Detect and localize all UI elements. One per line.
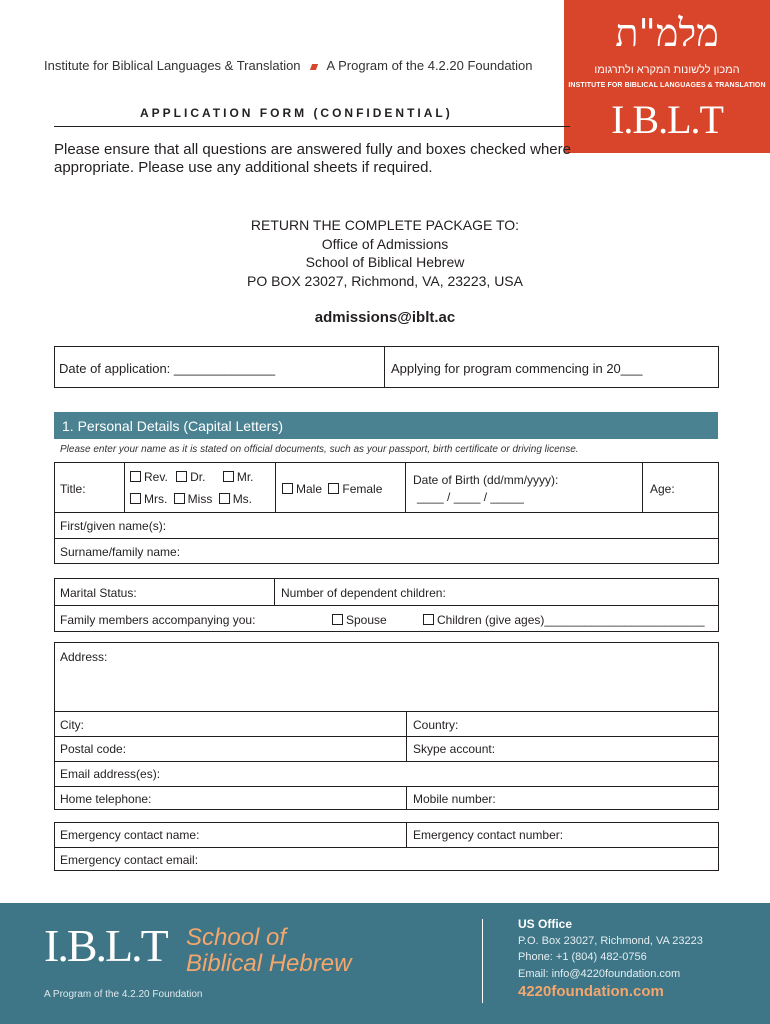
footer-divider <box>482 919 483 1003</box>
divider <box>275 462 276 513</box>
checkbox-icon <box>130 493 141 504</box>
return-line: PO BOX 23027, Richmond, VA, 23223, USA <box>246 272 523 289</box>
dob-label: Date of Birth (dd/mm/yyyy): <box>413 473 559 487</box>
divider <box>405 462 406 513</box>
return-line: RETURN THE COMPLETE PACKAGE TO: <box>250 217 520 233</box>
mobile-number-field[interactable]: Mobile number: <box>413 792 496 806</box>
title-dr-checkbox[interactable] <box>176 470 205 484</box>
divider <box>384 346 385 388</box>
divider <box>54 786 719 787</box>
section-personal-details: 1. Personal Details (Capital Letters) <box>54 412 718 439</box>
divider <box>406 711 407 761</box>
title-dr-label: Dr. <box>190 470 206 484</box>
divider <box>406 822 407 847</box>
title-label: Title: <box>60 482 86 496</box>
postal-code-field[interactable]: Postal code: <box>60 742 127 756</box>
school-line-2: Biblical Hebrew <box>186 950 352 977</box>
title-rev-checkbox[interactable] <box>130 470 168 484</box>
city-field[interactable]: City: <box>60 718 84 732</box>
footer-logo-mark: I.B.L.T <box>44 920 167 971</box>
spouse-label: Spouse <box>346 613 387 627</box>
spouse-checkbox[interactable] <box>332 613 387 627</box>
emergency-name-field[interactable]: Emergency contact name: <box>60 828 200 842</box>
title-mr-checkbox[interactable] <box>223 470 254 484</box>
title-rev-label: Rev. <box>144 470 168 484</box>
divider <box>406 786 407 810</box>
emergency-email-field[interactable]: Emergency contact email: <box>60 853 199 867</box>
checkbox-icon <box>332 614 343 625</box>
program-year-field[interactable]: Applying for program commencing in 20___ <box>391 361 643 376</box>
logo-mark: I.B.L.T <box>611 97 723 142</box>
footer-program: A Program of the 4.2.20 Foundation <box>44 989 203 1000</box>
title-mrs-label: Mrs. <box>144 492 168 506</box>
emergency-number-field[interactable]: Emergency contact number: <box>413 828 564 842</box>
marital-status-field[interactable]: Marital Status: <box>60 586 137 600</box>
footer-address: P.O. Box 23027, Richmond, VA 23223 <box>518 935 703 947</box>
divider <box>54 711 719 712</box>
divider <box>54 605 719 606</box>
address-field[interactable]: Address: <box>60 650 108 664</box>
home-telephone-field[interactable]: Home telephone: <box>60 792 152 806</box>
form-title: APPLICATION FORM (CONFIDENTIAL) <box>140 106 453 120</box>
title-ms-checkbox[interactable] <box>219 492 252 506</box>
title-divider <box>54 126 570 127</box>
institute-name: Institute for Biblical Languages & Translation <box>44 58 301 73</box>
logo-english-subtitle: INSTITUTE FOR BIBLICAL LANGUAGES & TRANSLATION <box>568 82 766 89</box>
gender-male-label: Male <box>296 482 323 496</box>
divider <box>54 847 719 848</box>
title-options-row2 <box>130 492 252 506</box>
dependents-field[interactable]: Number of dependent children: <box>281 586 446 600</box>
children-checkbox[interactable] <box>423 613 705 627</box>
country-field[interactable]: Country: <box>413 718 459 732</box>
footer-school-name <box>186 925 351 977</box>
return-line: School of Biblical Hebrew <box>305 254 465 270</box>
divider <box>124 462 125 513</box>
checkbox-icon <box>219 493 230 504</box>
iblt-logo <box>564 0 770 153</box>
divider <box>54 736 719 737</box>
school-line-1: School of <box>186 924 287 951</box>
checkbox-icon <box>174 493 185 504</box>
skype-field[interactable]: Skype account: <box>413 742 496 756</box>
checkbox-icon <box>223 471 234 482</box>
dob-field[interactable]: ____ / ____ / _____ <box>417 490 524 504</box>
divider <box>54 538 719 539</box>
admissions-email[interactable]: admissions@iblt.ac <box>314 309 456 326</box>
divider <box>642 462 643 513</box>
footer-phone: Phone: +1 (804) 482-0756 <box>518 951 647 963</box>
children-label: Children (give ages)________________________ <box>437 613 705 627</box>
address-block <box>54 642 719 810</box>
title-options-row1 <box>130 470 254 484</box>
return-line: Office of Admissions <box>321 235 449 252</box>
intro-text: Please ensure that all questions are answered fully and boxes checked where appropriate. Please use any additional sheets if required. <box>54 141 571 176</box>
program-name: A Program of the 4.2.20 Foundation <box>326 58 533 73</box>
gender-options <box>282 482 382 496</box>
title-mrs-checkbox[interactable] <box>130 492 167 506</box>
checkbox-icon <box>176 471 187 482</box>
checkbox-icon <box>423 614 434 625</box>
date-of-application-field[interactable]: Date of application: ______________ <box>59 361 276 376</box>
checkbox-icon <box>282 483 293 494</box>
footer-website-link[interactable]: 4220foundation.com <box>518 983 664 1000</box>
logo-hebrew-subtitle: המכון ללשונות המקרא ולתרגומו <box>594 64 740 76</box>
age-field[interactable]: Age: <box>650 482 675 496</box>
footer-office-title: US Office <box>518 917 573 931</box>
footer <box>0 903 770 1024</box>
gender-female-label: Female <box>342 482 383 496</box>
separator-icon <box>309 64 317 70</box>
section-note: Please enter your name as it is stated on official documents, such as your passport, birth certificate or driving license. <box>60 444 579 455</box>
title-miss-label: Miss <box>187 492 213 506</box>
checkbox-icon <box>130 471 141 482</box>
family-accompanying-label: Family members accompanying you: <box>60 613 256 627</box>
title-ms-label: Ms. <box>232 492 253 506</box>
title-mr-label: Mr. <box>236 470 254 484</box>
divider <box>274 578 275 605</box>
first-name-field[interactable]: First/given name(s): <box>60 519 167 533</box>
footer-email[interactable]: Email: info@4220foundation.com <box>518 968 681 980</box>
title-miss-checkbox[interactable] <box>174 492 213 506</box>
gender-male-checkbox[interactable] <box>282 482 322 496</box>
surname-field[interactable]: Surname/family name: <box>60 545 181 559</box>
return-address <box>0 216 770 290</box>
divider <box>54 761 719 762</box>
checkbox-icon <box>328 483 339 494</box>
logo-hebrew: מלמ"ת <box>615 11 719 55</box>
header-tagline <box>44 58 533 73</box>
gender-female-checkbox[interactable] <box>328 482 382 496</box>
email-addresses-field[interactable]: Email address(es): <box>60 767 161 781</box>
